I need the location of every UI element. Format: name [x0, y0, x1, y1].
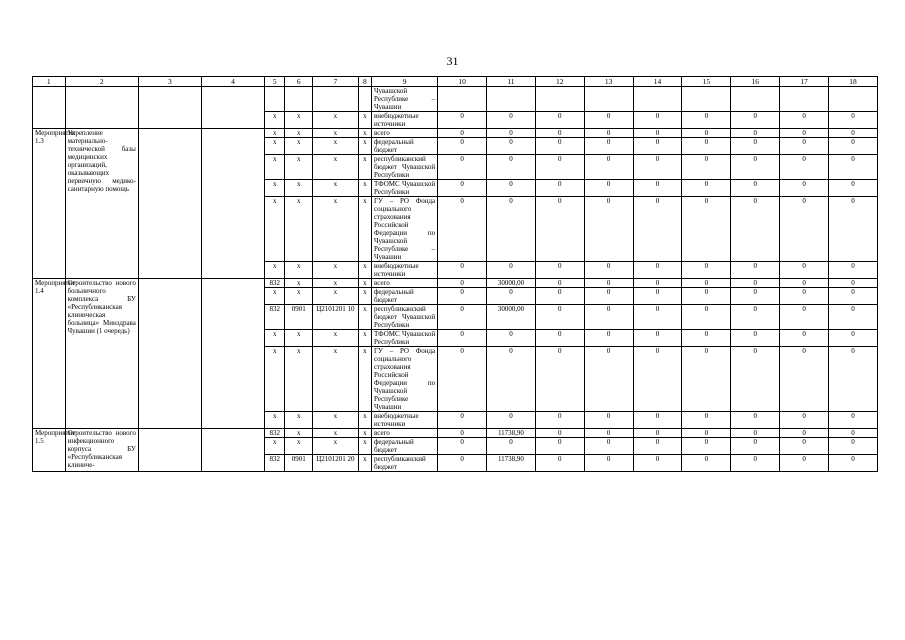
value-cell: 0	[438, 438, 487, 455]
value-cell: 0	[438, 412, 487, 429]
value-cell: 0	[682, 347, 731, 412]
column-header: 6	[285, 77, 312, 87]
table-cell	[438, 87, 487, 112]
value-cell: 0	[780, 112, 829, 129]
code-cell: х	[312, 138, 358, 155]
value-cell: 0	[731, 155, 780, 180]
value-cell: 0	[682, 138, 731, 155]
value-cell: 0	[829, 262, 878, 279]
funding-source: всего	[371, 279, 437, 288]
value-cell: 0	[584, 155, 633, 180]
value-cell: 0	[829, 412, 878, 429]
code-cell: х	[312, 429, 358, 438]
code-cell: х	[358, 347, 371, 412]
column-header: 2	[65, 77, 138, 87]
value-cell: 0	[633, 262, 682, 279]
value-cell: 0	[535, 155, 584, 180]
code-cell: х	[265, 330, 285, 347]
value-cell: 0	[682, 197, 731, 262]
header-row	[33, 77, 878, 87]
value-cell: 0	[780, 197, 829, 262]
value-cell: 0	[584, 412, 633, 429]
value-cell: 0	[535, 438, 584, 455]
table-cell	[201, 429, 264, 472]
value-cell: 0	[731, 279, 780, 288]
value-cell: 0	[584, 180, 633, 197]
table-cell	[731, 87, 780, 112]
value-cell: 0	[633, 129, 682, 138]
value-cell: 0	[780, 347, 829, 412]
value-cell: 0	[487, 330, 536, 347]
value-cell: 0	[438, 305, 487, 330]
value-cell: 0	[780, 180, 829, 197]
code-cell: х	[285, 438, 312, 455]
value-cell: 0	[535, 429, 584, 438]
column-header: 8	[358, 77, 371, 87]
value-cell: 0	[438, 279, 487, 288]
code-cell: х	[358, 112, 371, 129]
value-cell: 0	[682, 438, 731, 455]
value-cell: 0	[584, 438, 633, 455]
value-cell: 0	[438, 262, 487, 279]
code-cell: х	[358, 455, 371, 472]
value-cell: 0	[438, 129, 487, 138]
code-cell: х	[312, 330, 358, 347]
code-cell: х	[358, 412, 371, 429]
value-cell: 0	[438, 429, 487, 438]
funding-source: республиканский бюджет	[371, 455, 437, 472]
value-cell: 0	[682, 288, 731, 305]
value-cell: 0	[682, 180, 731, 197]
column-header: 12	[535, 77, 584, 87]
funding-source: всего	[371, 429, 437, 438]
value-cell: 0	[731, 429, 780, 438]
table-cell	[65, 87, 138, 129]
value-cell: 0	[535, 129, 584, 138]
value-cell: 0	[780, 262, 829, 279]
value-cell: 30000,00	[487, 305, 536, 330]
table-cell	[265, 87, 285, 112]
value-cell: 0	[682, 155, 731, 180]
value-cell: 0	[731, 180, 780, 197]
table-cell	[682, 87, 731, 112]
value-cell: 0	[633, 347, 682, 412]
table-cell	[829, 87, 878, 112]
code-cell: х	[265, 438, 285, 455]
value-cell: 0	[682, 279, 731, 288]
table-row	[33, 129, 878, 138]
value-cell: 0	[829, 180, 878, 197]
value-cell: 0	[682, 429, 731, 438]
value-cell: 0	[682, 412, 731, 429]
code-cell: х	[265, 288, 285, 305]
value-cell: 0	[633, 180, 682, 197]
value-cell: 0	[584, 262, 633, 279]
code-cell: х	[312, 412, 358, 429]
value-cell: 30000,00	[487, 279, 536, 288]
value-cell: 0	[535, 412, 584, 429]
value-cell: 0	[780, 305, 829, 330]
value-cell: 0	[438, 330, 487, 347]
value-cell: 0	[780, 429, 829, 438]
code-cell: х	[358, 155, 371, 180]
measure-label: Мероприятие 1.5	[33, 429, 66, 472]
value-cell: 0	[633, 112, 682, 129]
code-cell: х	[285, 180, 312, 197]
funding-source: федеральный бюджет	[371, 138, 437, 155]
code-cell: х	[358, 438, 371, 455]
value-cell: 0	[682, 129, 731, 138]
code-cell: х	[285, 347, 312, 412]
table-row	[33, 279, 878, 288]
measure-label: Мероприятие 1.3	[33, 129, 66, 279]
column-header: 4	[201, 77, 264, 87]
code-cell: х	[285, 129, 312, 138]
column-header: 5	[265, 77, 285, 87]
value-cell: 0	[487, 262, 536, 279]
column-header: 16	[731, 77, 780, 87]
table-cell	[201, 129, 264, 279]
code-cell: 0901	[285, 305, 312, 330]
value-cell: 0	[633, 197, 682, 262]
value-cell: 0	[535, 180, 584, 197]
value-cell: 0	[780, 455, 829, 472]
column-header: 17	[780, 77, 829, 87]
funding-source: внебюджетные источники	[371, 112, 437, 129]
value-cell: 0	[584, 429, 633, 438]
funding-source: внебюджетные источники	[371, 412, 437, 429]
funding-source: республиканский бюджет Чувашской Республики	[371, 305, 437, 330]
value-cell: 0	[829, 129, 878, 138]
funding-source: внебюджетные источники	[371, 262, 437, 279]
value-cell: 0	[487, 288, 536, 305]
code-cell: х	[265, 197, 285, 262]
table-cell	[33, 87, 66, 129]
value-cell: 0	[535, 305, 584, 330]
code-cell: х	[285, 262, 312, 279]
code-cell: х	[312, 288, 358, 305]
code-cell: х	[265, 138, 285, 155]
value-cell: 0	[780, 155, 829, 180]
value-cell: 0	[584, 305, 633, 330]
value-cell: 0	[780, 330, 829, 347]
code-cell: х	[358, 262, 371, 279]
value-cell: 0	[438, 180, 487, 197]
value-cell: 0	[731, 129, 780, 138]
code-cell: х	[285, 412, 312, 429]
funding-source: ТФОМС Чувашской Республики	[371, 180, 437, 197]
funding-source: федеральный бюджет	[371, 438, 437, 455]
funding-source: ГУ – РО Фонда социального страхования Российской Федерации по Чувашской Республике Чувашии	[371, 347, 437, 412]
table-cell	[487, 87, 536, 112]
value-cell: 0	[731, 138, 780, 155]
table-cell	[201, 279, 264, 429]
value-cell: 0	[731, 262, 780, 279]
value-cell: 0	[535, 112, 584, 129]
value-cell: 0	[633, 412, 682, 429]
value-cell: 0	[633, 330, 682, 347]
measure-label: Мероприятие 1.4	[33, 279, 66, 429]
value-cell: 0	[780, 412, 829, 429]
table-cell	[138, 87, 201, 129]
page-number: 31	[446, 54, 459, 68]
funding-source: ГУ – РО Фонда социального страхования Российской Федерации по Чувашской Республике – Чувашии	[371, 197, 437, 262]
code-cell: х	[358, 129, 371, 138]
value-cell: 0	[682, 305, 731, 330]
code-cell: х	[312, 180, 358, 197]
code-cell: х	[312, 112, 358, 129]
code-cell: х	[358, 288, 371, 305]
column-header: 18	[829, 77, 878, 87]
code-cell: 832	[265, 279, 285, 288]
code-cell: х	[358, 305, 371, 330]
value-cell: 0	[829, 197, 878, 262]
table-cell	[633, 87, 682, 112]
column-header: 11	[487, 77, 536, 87]
code-cell: х	[265, 262, 285, 279]
value-cell: 0	[438, 455, 487, 472]
table-cell	[358, 87, 371, 112]
value-cell: 0	[731, 197, 780, 262]
value-cell: 0	[682, 262, 731, 279]
code-cell: х	[285, 155, 312, 180]
table-row	[33, 429, 878, 438]
value-cell: 0	[438, 347, 487, 412]
column-header: 9	[371, 77, 437, 87]
value-cell: 0	[829, 305, 878, 330]
value-cell: 0	[731, 455, 780, 472]
column-header: 7	[312, 77, 358, 87]
table-cell	[138, 279, 201, 429]
code-cell: х	[312, 438, 358, 455]
code-cell: х	[265, 412, 285, 429]
code-cell: х	[265, 155, 285, 180]
value-cell: 0	[731, 112, 780, 129]
value-cell: 0	[829, 455, 878, 472]
value-cell: 0	[487, 155, 536, 180]
value-cell: 0	[829, 155, 878, 180]
budget-table	[32, 76, 878, 472]
value-cell: 0	[780, 279, 829, 288]
code-cell: х	[312, 279, 358, 288]
value-cell: 0	[682, 112, 731, 129]
value-cell: 0	[535, 262, 584, 279]
value-cell: 0	[487, 197, 536, 262]
value-cell: 0	[535, 347, 584, 412]
value-cell: 0	[829, 279, 878, 288]
code-cell: 0901	[285, 455, 312, 472]
value-cell: 0	[731, 438, 780, 455]
value-cell: 0	[535, 197, 584, 262]
value-cell: 0	[633, 138, 682, 155]
code-cell: х	[358, 197, 371, 262]
column-header: 14	[633, 77, 682, 87]
value-cell: 0	[829, 330, 878, 347]
code-cell: х	[285, 279, 312, 288]
value-cell: 0	[633, 455, 682, 472]
value-cell: 0	[633, 279, 682, 288]
value-cell: 0	[584, 112, 633, 129]
table-cell	[584, 87, 633, 112]
value-cell: 0	[829, 438, 878, 455]
funding-source: федеральный бюджет	[371, 288, 437, 305]
value-cell: 0	[829, 112, 878, 129]
value-cell: 0	[731, 288, 780, 305]
code-cell: х	[312, 155, 358, 180]
code-cell: х	[265, 180, 285, 197]
column-header: 13	[584, 77, 633, 87]
code-cell: х	[312, 197, 358, 262]
code-cell: х	[265, 112, 285, 129]
column-header: 15	[682, 77, 731, 87]
value-cell: 0	[682, 330, 731, 347]
code-cell: х	[285, 429, 312, 438]
table-cell	[138, 429, 201, 472]
value-cell: 0	[731, 412, 780, 429]
value-cell: 0	[829, 347, 878, 412]
code-cell: х	[265, 347, 285, 412]
code-cell: Ц2101201 20	[312, 455, 358, 472]
value-cell: 0	[535, 330, 584, 347]
table-cell	[780, 87, 829, 112]
code-cell: х	[312, 129, 358, 138]
code-cell: х	[285, 197, 312, 262]
measure-description: Строительство нового больничного комплекса БУ «Республиканская клиническая больница» Минздрава Чувашии (1 очередь)	[65, 279, 138, 429]
table-row	[33, 87, 878, 112]
code-cell: х	[358, 180, 371, 197]
table-cell	[312, 87, 358, 112]
value-cell: 0	[535, 279, 584, 288]
code-cell: х	[265, 129, 285, 138]
value-cell: 0	[633, 438, 682, 455]
code-cell: 832	[265, 455, 285, 472]
value-cell: 0	[633, 305, 682, 330]
value-cell: 0	[731, 330, 780, 347]
value-cell: 0	[780, 288, 829, 305]
value-cell: 0	[780, 138, 829, 155]
value-cell: 0	[584, 455, 633, 472]
code-cell: х	[285, 138, 312, 155]
value-cell: 0	[535, 288, 584, 305]
code-cell: х	[358, 330, 371, 347]
code-cell: х	[312, 347, 358, 412]
value-cell: 0	[535, 455, 584, 472]
value-cell: 0	[438, 112, 487, 129]
funding-source: республиканский бюджет Чувашской Республики	[371, 155, 437, 180]
value-cell: 0	[487, 180, 536, 197]
code-cell: х	[358, 429, 371, 438]
value-cell: 0	[584, 288, 633, 305]
value-cell: 0	[584, 279, 633, 288]
value-cell: 0	[487, 438, 536, 455]
code-cell: х	[358, 279, 371, 288]
table-cell	[201, 87, 264, 129]
funding-source: ТФОМС Чувашской Республики	[371, 330, 437, 347]
value-cell: 0	[633, 155, 682, 180]
value-cell: 0	[487, 129, 536, 138]
code-cell: х	[285, 288, 312, 305]
value-cell: 0	[487, 112, 536, 129]
column-header: 1	[33, 77, 66, 87]
value-cell: 0	[438, 138, 487, 155]
value-cell: 0	[584, 138, 633, 155]
value-cell: 0	[487, 412, 536, 429]
table-cell	[535, 87, 584, 112]
value-cell: 0	[584, 347, 633, 412]
value-cell: 0	[731, 347, 780, 412]
value-cell: 0	[584, 197, 633, 262]
value-cell: 0	[780, 129, 829, 138]
value-cell: 0	[438, 155, 487, 180]
table-cell	[138, 129, 201, 279]
code-cell: 832	[265, 305, 285, 330]
value-cell: 0	[682, 455, 731, 472]
value-cell: 0	[535, 138, 584, 155]
code-cell: Ц2101201 10	[312, 305, 358, 330]
value-cell: 0	[829, 288, 878, 305]
value-cell: 0	[633, 288, 682, 305]
value-cell: 0	[584, 129, 633, 138]
column-header: 3	[138, 77, 201, 87]
value-cell: 0	[438, 288, 487, 305]
value-cell: 0	[829, 138, 878, 155]
funding-source: всего	[371, 129, 437, 138]
code-cell: х	[312, 262, 358, 279]
code-cell: х	[285, 330, 312, 347]
value-cell: 11738,90	[487, 455, 536, 472]
value-cell: 0	[829, 429, 878, 438]
value-cell: 0	[487, 347, 536, 412]
column-header: 10	[438, 77, 487, 87]
value-cell: 0	[731, 305, 780, 330]
code-cell: х	[285, 112, 312, 129]
table-cell	[285, 87, 312, 112]
code-cell: 832	[265, 429, 285, 438]
measure-description: Строительство нового инфекционного корпуса БУ «Республиканская клиниче-	[65, 429, 138, 472]
measure-description: Укрепление материально-технической базы медицинских организаций, оказывающих первичную медико-санитарную помощь	[65, 129, 138, 279]
value-cell: 11738,90	[487, 429, 536, 438]
code-cell: х	[358, 138, 371, 155]
value-cell: 0	[438, 197, 487, 262]
funding-source: Чувашской Республике – Чувашии	[371, 87, 437, 112]
value-cell: 0	[780, 438, 829, 455]
value-cell: 0	[584, 330, 633, 347]
value-cell: 0	[633, 429, 682, 438]
value-cell: 0	[487, 138, 536, 155]
